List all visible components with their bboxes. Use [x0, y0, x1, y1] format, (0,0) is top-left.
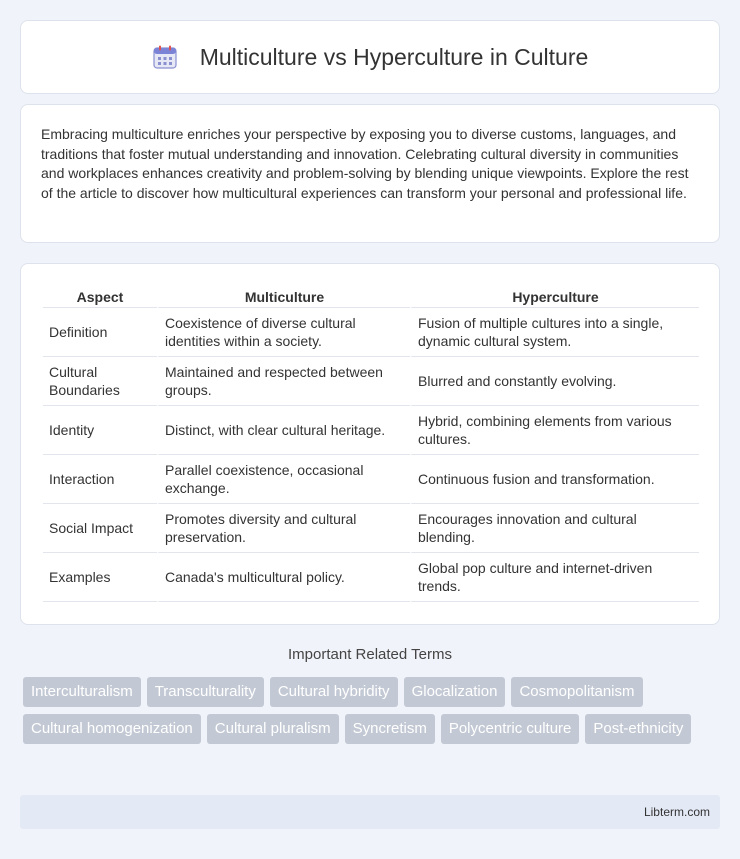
row-aspect: Definition [43, 308, 157, 357]
table-header-row [43, 286, 699, 308]
row-multiculture: Distinct, with clear cultural heritage. [157, 406, 410, 455]
row-multiculture: Maintained and respected between groups. [157, 357, 410, 406]
tag-cultural-homogenization[interactable]: Cultural homogenization [23, 714, 201, 744]
tag-post-ethnicity[interactable]: Post-ethnicity [585, 714, 691, 744]
tag-cultural-pluralism[interactable]: Cultural pluralism [207, 714, 339, 744]
table-row [43, 455, 699, 504]
table-row [43, 406, 699, 455]
header-multiculture: Multiculture [157, 286, 410, 308]
related-terms-list [23, 677, 723, 744]
calendar-icon [152, 44, 178, 70]
row-multiculture: Canada's multicultural policy. [157, 553, 410, 602]
tag-polycentric-culture[interactable]: Polycentric culture [441, 714, 580, 744]
footer [20, 795, 720, 829]
row-aspect: Cultural Boundaries [43, 357, 157, 406]
row-aspect: Interaction [43, 455, 157, 504]
row-aspect: Examples [43, 553, 157, 602]
comparison-card [20, 263, 720, 625]
tag-transculturality[interactable]: Transculturality [147, 677, 264, 707]
row-hyperculture: Blurred and constantly evolving. [410, 357, 699, 406]
row-aspect: Identity [43, 406, 157, 455]
row-hyperculture: Fusion of multiple cultures into a single, dynamic cultural system. [410, 308, 699, 357]
row-hyperculture: Global pop culture and internet-driven trends. [410, 553, 699, 602]
row-multiculture: Coexistence of diverse cultural identities within a society. [157, 308, 410, 357]
tag-syncretism[interactable]: Syncretism [345, 714, 435, 744]
header-aspect: Aspect [43, 286, 157, 308]
row-hyperculture: Continuous fusion and transformation. [410, 455, 699, 504]
tag-cultural-hybridity[interactable]: Cultural hybridity [270, 677, 398, 707]
row-aspect: Social Impact [43, 504, 157, 553]
row-hyperculture: Encourages innovation and cultural blending. [410, 504, 699, 553]
table-row [43, 504, 699, 553]
tag-interculturalism[interactable]: Interculturalism [23, 677, 141, 707]
header-hyperculture: Hyperculture [410, 286, 699, 308]
row-hyperculture: Hybrid, combining elements from various cultures. [410, 406, 699, 455]
footer-site-link[interactable]: Libterm.com [643, 805, 710, 819]
comparison-table [43, 286, 699, 602]
intro-paragraph: Embracing multiculture enriches your perspective by exposing you to diverse customs, languages, and traditions that foster mutual understanding and innovation. Celebrating cultural diversity in communities and workplaces enhances creativity and problem-solving by blending unique viewpoints. Explore the rest of the article to discover how multicultural experiences can transform your personal and professional life. [41, 126, 689, 201]
table-row [43, 357, 699, 406]
intro-card [20, 104, 720, 243]
row-multiculture: Promotes diversity and cultural preservation. [157, 504, 410, 553]
table-row [43, 308, 699, 357]
title-card [20, 20, 720, 94]
table-row [43, 553, 699, 602]
related-terms-heading: Important Related Terms [288, 646, 452, 663]
tag-cosmopolitanism[interactable]: Cosmopolitanism [511, 677, 642, 707]
page-title: Multiculture vs Hyperculture in Culture [199, 43, 589, 70]
tag-glocalization[interactable]: Glocalization [404, 677, 506, 707]
row-multiculture: Parallel coexistence, occasional exchange. [157, 455, 410, 504]
